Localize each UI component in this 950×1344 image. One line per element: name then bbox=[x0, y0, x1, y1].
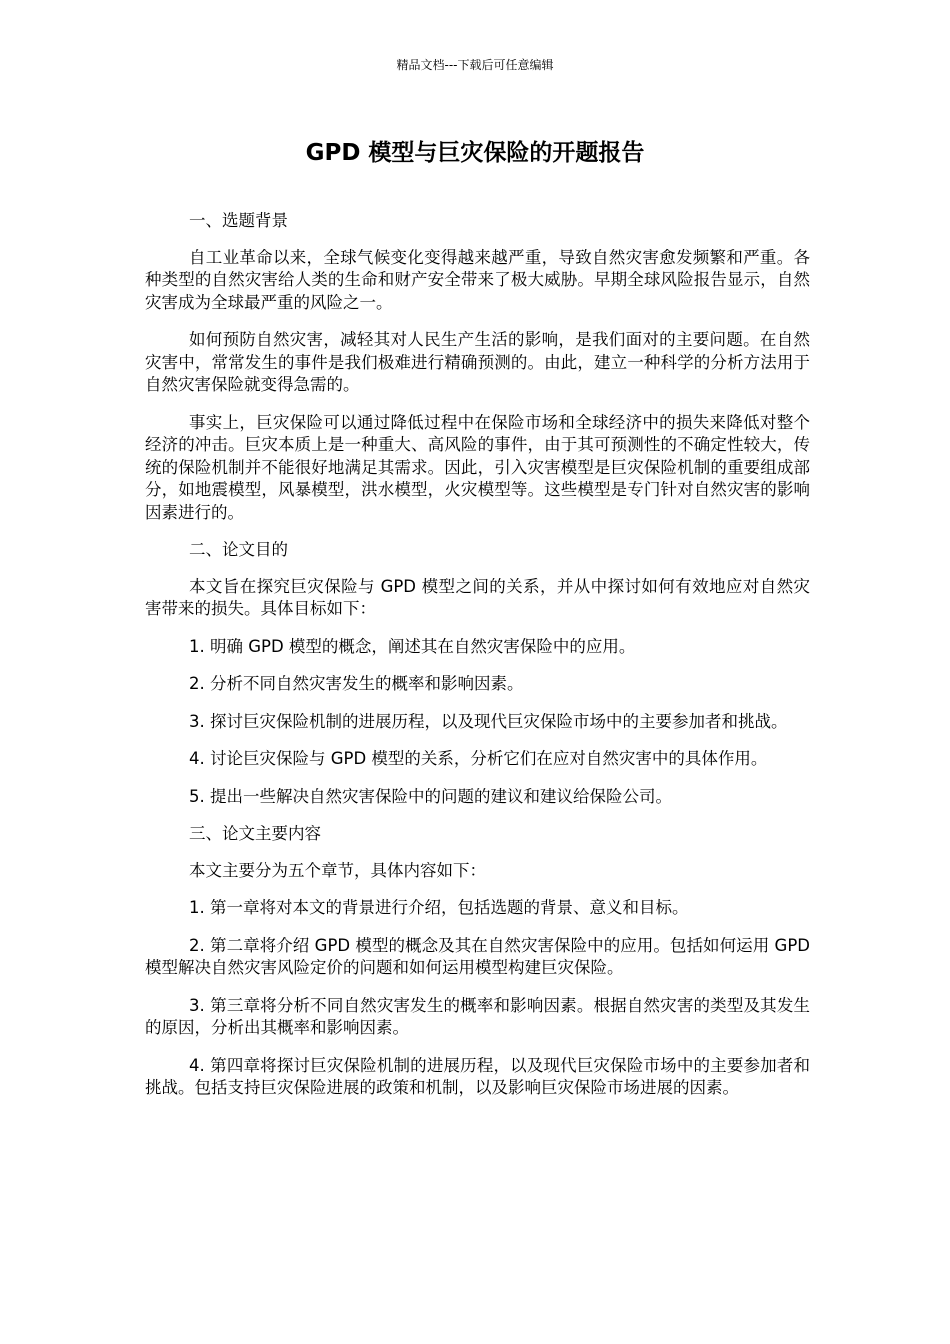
list-item: 2. 第二章将介绍 GPD 模型的概念及其在自然灾害保险中的应用。包括如何运用 GPD 模型解决自然灾害风险定价的问题和如何运用模型构建巨灾保险。 bbox=[145, 935, 810, 977]
body-paragraph: 事实上，巨灾保险可以通过降低过程中在保险市场和全球经济中的损失来降低对整个经济的冲击。巨灾本质上是一种重大、高风险的事件，由于其可预测性的不确定性较大，传统的保险机制并不能很好地满足其需求。因此，引入灾害模型是巨灾保险机制的重要组成部分，如地震模型，风暴模型，洪水模型，火灾模型等。这些模型是专门针对自然灾害的影响因素进行的。 bbox=[145, 412, 810, 522]
list-item: 4. 讨论巨灾保险与 GPD 模型的关系，分析它们在应对自然灾害中的具体作用。 bbox=[189, 749, 768, 768]
body-paragraph: 如何预防自然灾害，减轻其对人民生产生活的影响，是我们面对的主要问题。在自然灾害中，常常发生的事件是我们极难进行精确预测的。由此，建立一种科学的分析方法用于自然灾害保险就变得急需的。 bbox=[145, 330, 810, 394]
body-paragraph: 本文主要分为五个章节，具体内容如下： bbox=[189, 860, 486, 880]
list-item: 3. 第三章将分析不同自然灾害发生的概率和影响因素。根据自然灾害的类型及其发生的原因，分析出其概率和影响因素。 bbox=[145, 995, 810, 1037]
list-item: 3. 探讨巨灾保险机制的进展历程，以及现代巨灾保险市场中的主要参加者和挑战。 bbox=[189, 711, 788, 731]
document-body bbox=[145, 210, 810, 1115]
body-paragraph: 自工业革命以来，全球气候变化变得越来越严重，导致自然灾害愈发频繁和严重。各种类型的自然灾害给人类的生命和财产安全带来了极大威胁。早期全球风险报告显示，自然灾害成为全球最严重的风险之一。 bbox=[145, 247, 810, 312]
page-header: 精品文档---下载后可任意编辑 bbox=[396, 58, 554, 72]
section-heading-background: 一、选题背景 bbox=[189, 211, 288, 230]
section-heading-purpose: 二、论文目的 bbox=[189, 540, 288, 559]
body-paragraph: 本文旨在探究巨灾保险与 GPD 模型之间的关系，并从中探讨如何有效地应对自然灾害带来的损失。具体目标如下： bbox=[145, 576, 810, 618]
list-item: 5. 提出一些解决自然灾害保险中的问题的建议和建议给保险公司。 bbox=[189, 786, 672, 806]
document-title: GPD 模型与巨灾保险的开题报告 bbox=[305, 140, 645, 166]
list-item: 2. 分析不同自然灾害发生的概率和影响因素。 bbox=[189, 674, 524, 693]
list-item: 1. 明确 GPD 模型的概念，阐述其在自然灾害保险中的应用。 bbox=[189, 636, 636, 656]
section-heading-content: 三、论文主要内容 bbox=[189, 824, 321, 843]
list-item: 1. 第一章将对本文的背景进行介绍，包括选题的背景、意义和目标。 bbox=[189, 898, 689, 917]
list-item: 4. 第四章将探讨巨灾保险机制的进展历程，以及现代巨灾保险市场中的主要参加者和挑战。包括支持巨灾保险进展的政策和机制，以及影响巨灾保险市场进展的因素。 bbox=[145, 1055, 810, 1097]
